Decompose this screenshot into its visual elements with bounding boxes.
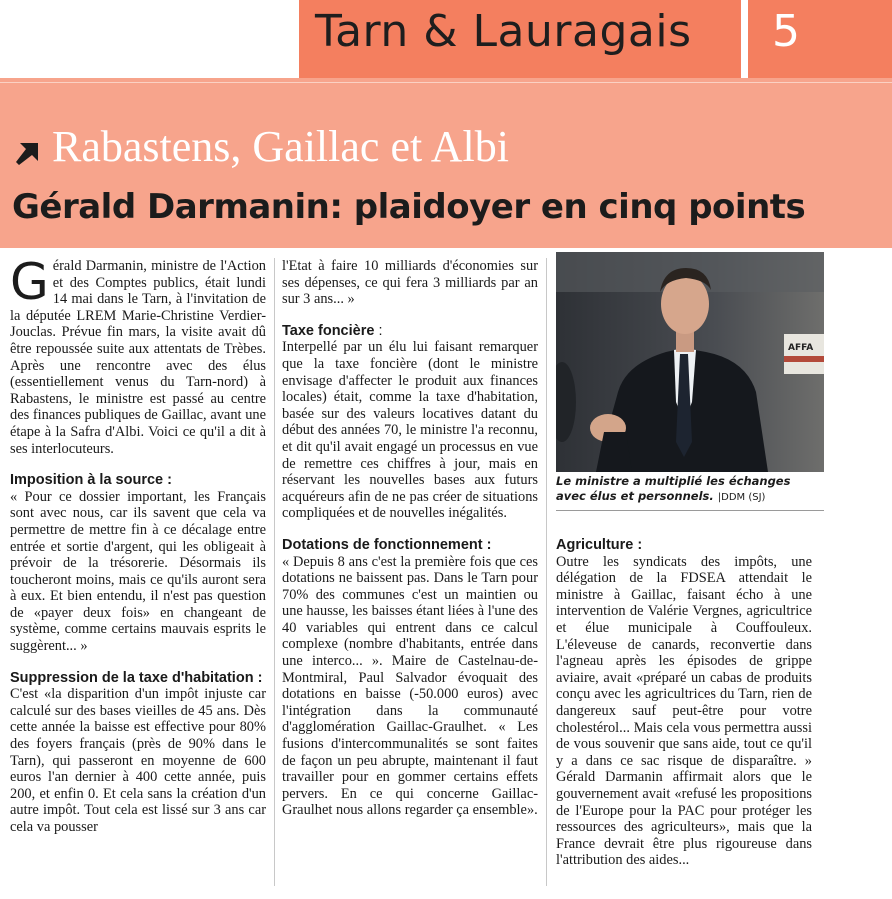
headline: Gérald Darmanin: plaidoyer en cinq points <box>12 187 806 227</box>
subhead-taxe-fonciere-label: Taxe foncière <box>282 322 375 339</box>
arrow-up-right-icon <box>14 141 40 167</box>
photo-illustration <box>556 252 824 472</box>
intro-text: érald Darmanin, ministre de l'Action et des Comptes publics, était lundi 14 mai dans le Tarn, à l'invitation de la députée LREM Marie-Christine Verdier-Jouclas. Prévue fin mars, la visite avait dû être repoussée suite aux attentats de Trèbes. Après une rencontre avec des élus (essentiellement venus du Tarn-nord) à Rabastens, le ministre est passé au centre des finances publiques de Gaillac, avant une étape à la Safra d'Albi. Voici ce qu'il a dit à ses interlocuteurs. <box>10 258 266 457</box>
column-divider <box>274 258 275 886</box>
subhead-taxe-fonciere-colon: : <box>374 322 383 339</box>
photo-sign-text: AFFA <box>788 343 814 353</box>
section-title-box <box>296 0 744 78</box>
taxe-habitation-continued: l'Etat à faire 10 milliards d'économies sur ses dépenses, ce qui fera 3 milliards par an sur 3 ans... » <box>282 258 538 308</box>
subhead-taxe-habitation: Suppression de la taxe d'habitation : <box>10 669 263 686</box>
taxe-fonciere-text: Interpellé par un élu lui faisant remarquer que la taxe foncière (dont le ministre envisage d'affecter le produit aux finances locales) était, comme la taxe d'habitation, basée sur des valeurs locatives datant du début des années 70, le ministre l'a reconnu, et dit qu'il avait engagé un processus en vue de remettre ces chiffres à jour, mais en réservant les nouvelles bases aux futurs acquéreurs afin de ne pas créer de situations compliquées et de nouvelles inégalités. <box>282 339 538 522</box>
article-photo <box>556 252 824 472</box>
photo-credit: |DDM (SJ) <box>717 492 766 503</box>
column-2 <box>282 258 538 819</box>
column-3 <box>556 537 812 869</box>
section-title: Tarn & Lauragais <box>315 6 692 57</box>
caption-divider <box>556 510 824 511</box>
column-divider <box>546 258 547 886</box>
caption-text: Le ministre a multiplié les échanges avec élus et personnels. <box>556 474 791 503</box>
page-number: 5 <box>772 6 800 57</box>
page-number-box <box>748 0 892 78</box>
taxe-habitation-text: C'est «la disparition d'un impôt injuste car calculé sur des bases vieilles de 45 ans. Dès cette année la baisse est effective pour 80% des foyers français (près de 90% dans le Tarn), qui passeront en moyenne de 600 euros l'an dernier à 400 cette année, puis 200, et enfin 0. Et cela sans la création d'un autre impôt. Tout cela est lissé sur 3 ans car cela va pousser <box>10 686 266 835</box>
photo-caption <box>556 474 824 505</box>
agriculture-text: Outre les syndicats des impôts, une délégation de la FDSEA attendait le ministre à Gaillac, faisant écho à une intervention de Valérie Vergnes, agricultrice et élue municipale à Couffouleux. L'éleveuse de canards, reconvertie dans l'agneau après les épisodes de grippe aviaire, avait «préparé un cabas de produits conçu avec les agricultrices du Tarn, rien de dangereux sauf peut-être pour votre cholestérol... Mais cela vous permettra aussi de vous souvenir que sans aide, tout ce qu'il y a dans ce sac risque de disparaître. » Gérald Darmanin affirmait alors que le gouvernement avait «refusé les propositions de l'Europe pour la PAC pour protéger les ressources des agriculteurs», mais que la France devrait être plus rigoureuse dans l'attribution des aides... <box>556 553 812 869</box>
column-1 <box>10 253 266 836</box>
kicker-title: Rabastens, Gaillac et Albi <box>52 122 509 171</box>
imposition-text: « Pour ce dossier important, les Français sont avec nous, car ils savent que cela va permettre de mettre fin à ce décalage entre entrée et sortie d'argent, qui les obligeait à prévoir de la trésorerie. Désormais ils toucheront moins, mais ce qu'ils auront sera à eux. Et bien entendu, il n'est pas question de «payer deux fois» en changeant de système, comme certains mauvais esprits le suggèrent... » <box>10 488 266 655</box>
drop-cap: G <box>10 253 49 311</box>
subhead-imposition: Imposition à la source : <box>10 472 172 489</box>
subhead-taxe-fonciere <box>282 323 538 340</box>
subhead-agriculture: Agriculture : <box>556 537 643 553</box>
subhead-dotations: Dotations de fonctionnement : <box>282 536 492 553</box>
dotations-text: « Depuis 8 ans c'est la première fois que ces dotations ne baissent pas. Dans le Tarn pour 70% des communes c'est un maintien ou une hausse, les baisses étant liées à l'une des 40 variables qui entrent dans ce calcul complexe (nombre d'habitants, entrée dans une interco... ». Maire de Castelnau-de-Montmiral, Paul Salvador évoquait des dotations en baisse (-50.000 euros) avec l'intégration dans la communauté d'agglomération Gaillac-Graulhet. « Les fusions d'intercommunalités se sont faites de façon un peu abrupte, maintenant il faut travailler pour en gommer certains effets pervers. En ce qui concerne Gaillac-Graulhet nous allons regarder ça ensemble». <box>282 553 538 819</box>
intro-paragraph <box>10 253 266 457</box>
band-divider <box>0 82 892 83</box>
